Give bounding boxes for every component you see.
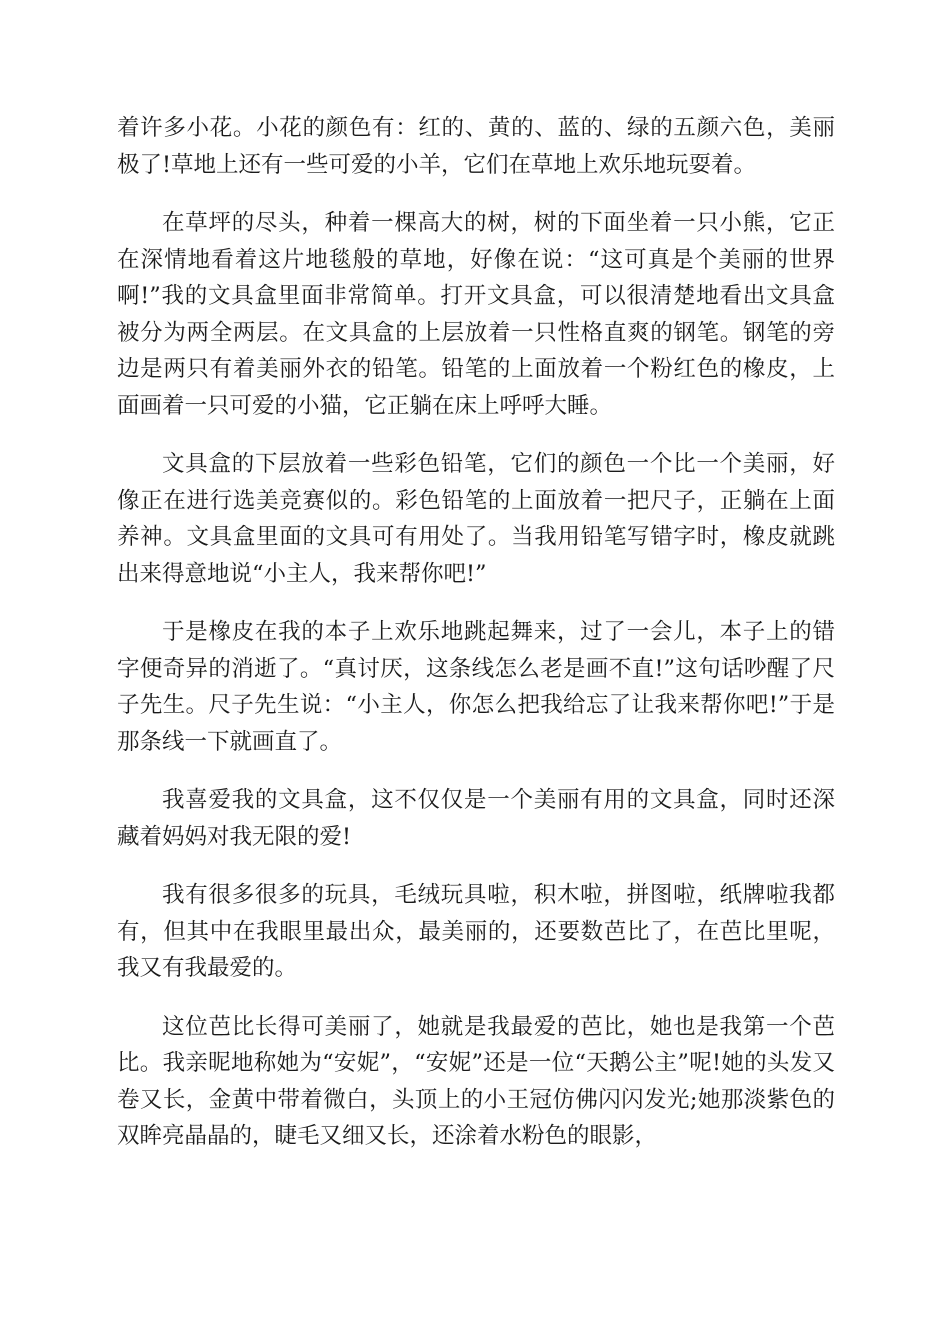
paragraph: 在草坪的尽头，种着一棵高大的树，树的下面坐着一只小熊，它正在深情地看着这片地毯般的草地，好像在说：“这可真是个美丽的世界啊!”我的文具盒里面非常简单。打开文具盒，可以很清楚地看出文具盒被分为两全两层。在文具盒的上层放着一只性格直爽的钢笔。钢笔的旁边是两只有着美丽外衣的铅笔。铅笔的上面放着一个粉红色的橡皮，上面画着一只可爱的小猫，它正躺在床上呼呼大睡。	[117, 210, 835, 419]
paragraph: 我有很多很多的玩具，毛绒玩具啦，积木啦，拼图啦，纸牌啦我都有，但其中在我眼里最出众，最美丽的，还要数芭比了，在芭比里呢，我又有我最爱的。	[117, 882, 835, 981]
essay-text	[117, 110, 835, 1177]
paragraph: 于是橡皮在我的本子上欢乐地跳起舞来，过了一会儿，本子上的错字便奇异的消逝了。“真讨厌，这条线怎么老是画不直!”这句话吵醒了尺子先生。尺子先生说：“小主人，你怎么把我给忘了让我来帮你吧!”于是那条线一下就画直了。	[117, 619, 835, 755]
paragraph: 我喜爱我的文具盒，这不仅仅是一个美丽有用的文具盒，同时还深藏着妈妈对我无限的爱!	[117, 787, 835, 850]
paragraph: 文具盒的下层放着一些彩色铅笔，它们的颜色一个比一个美丽，好像正在进行选美竞赛似的。彩色铅笔的上面放着一把尺子，正躺在上面养神。文具盒里面的文具可有用处了。当我用铅笔写错字时，橡皮就跳出来得意地说“小主人，我来帮你吧!”	[117, 451, 835, 587]
paragraph: 这位芭比长得可美丽了，她就是我最爱的芭比，她也是我第一个芭比。我亲昵地称她为“安妮”，“安妮”还是一位“天鹅公主”呢!她的头发又卷又长，金黄中带着微白，头顶上的小王冠仿佛闪闪发光;她那淡紫色的双眸亮晶晶的，睫毛又细又长，还涂着水粉色的眼影，	[117, 1013, 835, 1149]
paragraph-continuation: 着许多小花。小花的颜色有：红的、黄的、蓝的、绿的五颜六色，美丽极了!草地上还有一些可爱的小羊，它们在草地上欢乐地玩耍着。	[117, 115, 835, 178]
